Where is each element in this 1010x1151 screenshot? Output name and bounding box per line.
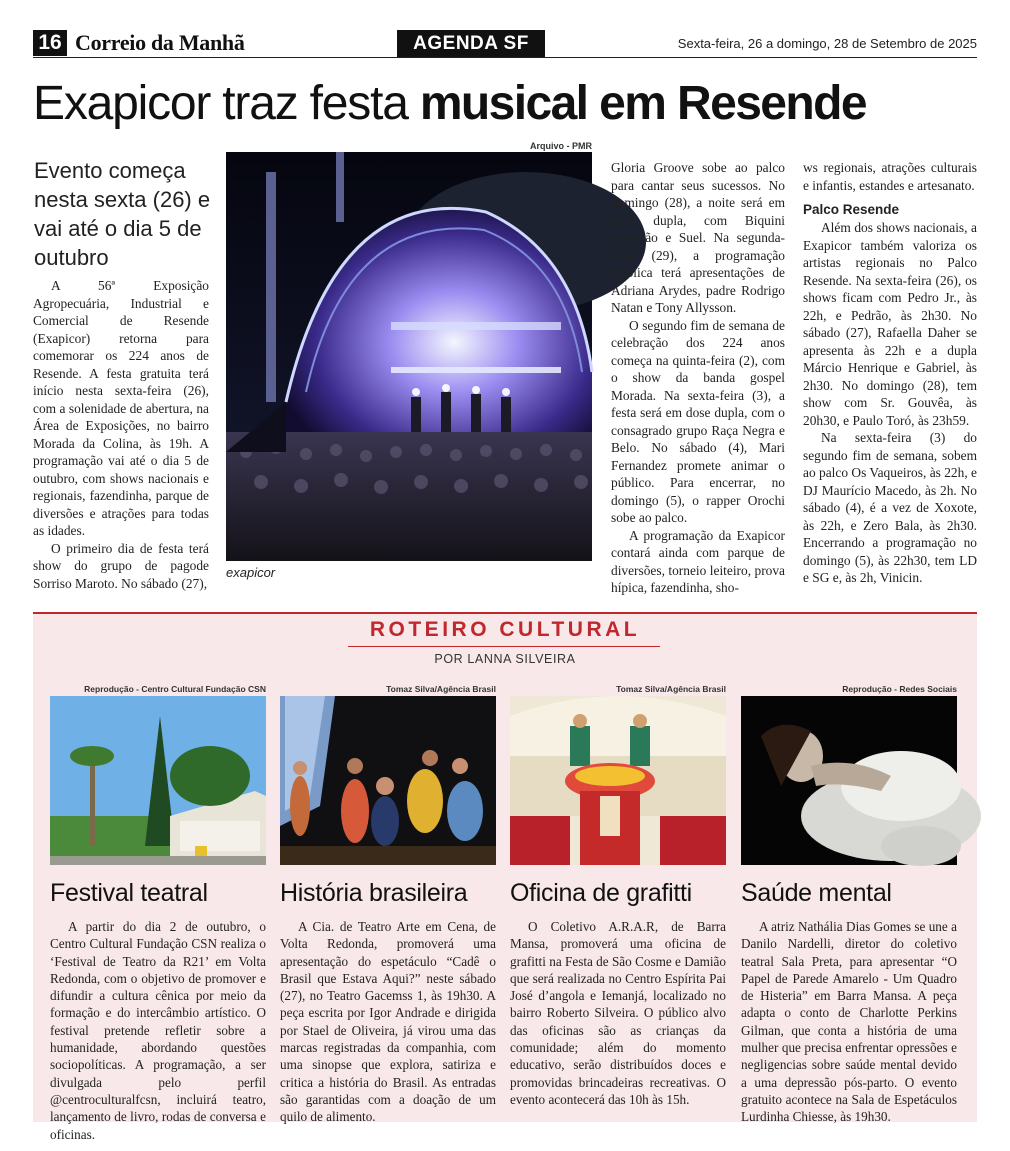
roteiro-title: ROTEIRO CULTURAL	[369, 618, 641, 641]
paragraph: Gloria Groove sobe ao palco para cantar seus sucessos. No domingo (28), a noite será em dose dupla, com Biquini Cavadão e Suel. Na segunda-feira (29), a programação católica terá apresentações de Adriana Arydes, padre Rodrigo Natan e Tony Allysson.	[611, 160, 785, 315]
section-label: AGENDA SF	[397, 30, 545, 57]
theater-play-photo	[280, 696, 496, 865]
paragraph: A programação da Exapicor contará ainda com parque de diversões, torneio leiteiro, prova hípica, fazendinha, sho-	[611, 527, 785, 595]
photo-credit: Reprodução - Centro Cultural Fundação CSN	[84, 684, 266, 694]
article-column-3	[611, 159, 785, 595]
event-card	[510, 684, 726, 1108]
card-title: História brasileira	[280, 879, 468, 907]
card-paragraph: A partir do dia 2 de outubro, o Centro Cultural Fundação CSN realiza o ‘Festival de Teatro da R21’ em Volta Redonda, com o objetivo de promover e difundir a cultura cênica por meio da formação e do intercâmbio artístico. O festival pretende refletir sobre a humanidade, abordando questões sociopolíticas. A programação, a ser divulgada pelo perfil @centroculturalfcsn, incluirá teatro, lançamento de livro, rodas de conversa e oficinas.	[50, 919, 266, 1142]
photo-caption: exapicor	[226, 565, 276, 580]
page-header	[33, 28, 977, 58]
card-paragraph: A Cia. de Teatro Arte em Cena, de Volta Redonda, promoverá uma apresentação do espetáculo “Cadê o Brasil que Estava Aqui?” neste sábado (27), no Teatro Gacemss 1, às 19h30. A peça escrita por Igor Andrade e dirigida por Stael de Oliveira, já virou uma das marcas registradas da companhia, com uma sinopse que explora, satiriza e critica a história do Brasil. As entradas são garantidas com a doação de um quilo de alimento.	[280, 919, 496, 1125]
article-column-4	[803, 159, 977, 583]
paragraph: O segundo fim de semana de celebração dos 224 anos começa na quinta-feira (2), com o show da banda gospel Morada. Na sexta-feira (3), a festa será em dose dupla, com o consagrado grupo Raça Negra e Belo. No sábado (4), Mari Fernandez promete animar o público. Para encerrar, no domingo (5), o rapper Orochi sobe ao palco.	[611, 317, 785, 525]
paragraph: Na sexta-feira (3) do segundo fim de semana, sobem ao palco Os Vaqueiros, às 22h, e DJ Maurício Macedo, às 2h. No sábado (4), é a vez de Xoxote, às 22h, e Zero Bala, às 2h30. Encerrando a programação no domingo (5), às 22h30, tem LD e SG e, às 2h, Vinicin.	[803, 430, 977, 585]
card-title: Festival teatral	[50, 879, 208, 907]
card-paragraph: O Coletivo A.R.A.R, de Barra Mansa, promoverá uma oficina de grafitti na Festa de São Cosme e Damião que será realizada no Centro Espírita Pai José d’angola e Iemanjá, localizado no bairro Roberto Silveira. O público alvo das oficinas são as crianças da comunidade; além do momento educativo, serão distribuídos doces e promovidas brincadeiras recreativas. O evento acontecerá das 10h às 15h.	[510, 919, 726, 1107]
headline-bold: musical em Resende	[419, 77, 866, 130]
newspaper-name: Correio da Manhã	[75, 30, 245, 55]
card-title: Oficina de grafitti	[510, 879, 692, 907]
paragraph: ws regionais, atrações culturais e infantis, estandes e artesanato.	[803, 160, 977, 193]
event-card	[280, 684, 496, 1126]
roteiro-byline: POR LANNA SILVEIRA	[434, 652, 576, 666]
card-text	[280, 918, 496, 1126]
edition-date: Sexta-feira, 26 a domingo, 28 de Setembro de 2025	[677, 36, 977, 51]
photo-credit: Tomaz Silva/Agência Brasil	[386, 684, 496, 694]
actress-performance-photo	[741, 696, 957, 865]
headline-light: Exapicor traz festa	[33, 77, 420, 130]
card-title: Saúde mental	[741, 879, 892, 907]
article-column-1	[33, 277, 209, 591]
paragraph: O primeiro dia de festa terá show do grupo de pagode Sorriso Maroto. No sábado (27),	[33, 540, 209, 591]
cultural-center-photo	[50, 696, 266, 865]
subsection-heading: Palco Resende	[803, 202, 900, 217]
card-text	[510, 918, 726, 1108]
concert-stage-photo	[226, 152, 592, 561]
photo-credit: Arquivo - PMR	[530, 141, 592, 151]
headline	[33, 76, 983, 131]
page-number: 16	[33, 30, 67, 56]
card-text	[741, 918, 957, 1126]
event-card	[50, 684, 266, 1143]
title-divider	[348, 646, 660, 647]
card-paragraph: A atriz Nathália Dias Gomes se une a Danilo Nardelli, diretor do coletivo teatral Sala Preta, para apresentar “O Papel de Parede Amarelo - Um Quadro de Histeria” em Barra Mansa. A peça adapta o conto de Charlotte Perkins Gilman, que conta a história de uma mulher que precisa enfrentar opressões e negligencias sobre saúde mental devido a uma depressão pós-parto. O evento gratuito acontece na Sala de Espetáculos Lurdinha Chiesse, às 19h30.	[741, 919, 957, 1125]
photo-credit: Tomaz Silva/Agência Brasil	[616, 684, 726, 694]
subheadline: Evento começa nesta sexta (26) e vai até o dia 5 de outubro	[34, 158, 211, 270]
photo-credit: Reprodução - Redes Sociais	[842, 684, 957, 694]
event-card	[741, 684, 957, 1126]
saints-altar-photo	[510, 696, 726, 865]
card-text	[50, 918, 266, 1143]
paragraph: Além dos shows nacionais, a Exapicor também valoriza os artistas regionais no Palco Resende. Na sexta-feira (26), os shows ficam com Pedro Jr., às 22h, e Pedrão, às 2h30. No sábado (27), Rafaella Daher se apresenta às 22h e a dupla Márcio Henrique e Gabriel, às 2h30. No domingo (28), tem show com Sr. Gouvêa, às 20h30, e Paulo Toró, às 23h59.	[803, 220, 977, 428]
paragraph: A 56ª Exposição Agropecuária, Industrial e Comercial de Resende (Exapicor) retorna para comemorar os 224 anos de Resende. A festa gratuita terá início nesta sexta-feira (26), com a solenidade de abertura, na Área de Exposições, no bairro Morada da Colina, às 19h. A programação vai até o dia 5 de outubro, com shows nacionais e regionais, fazendinha, parque de diversões e atrações para todas as idades.	[33, 278, 209, 538]
